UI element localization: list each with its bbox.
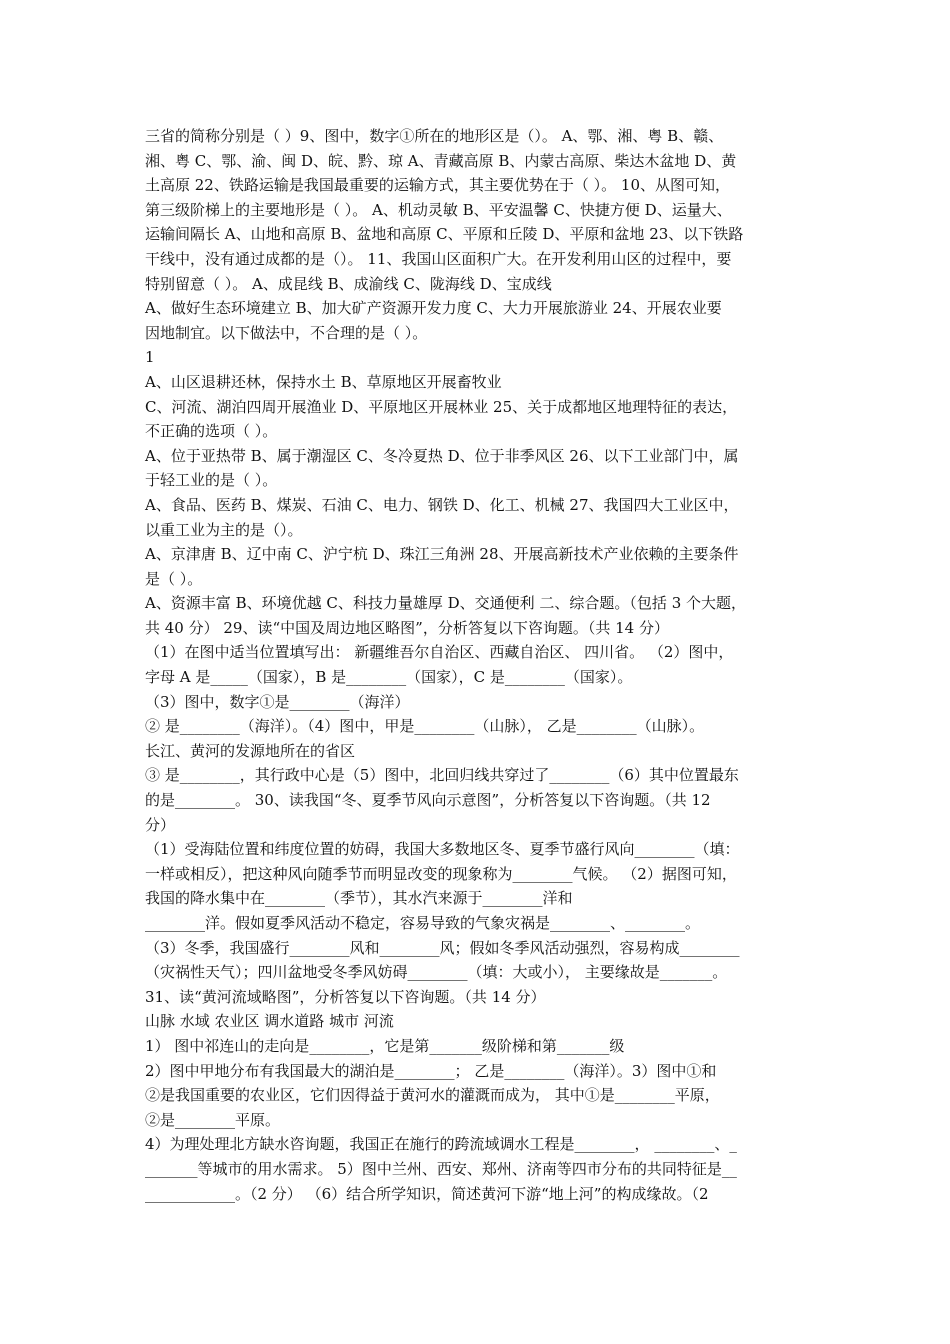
text-line: 山脉 水域 农业区 调水道路 城市 河流 [145,1012,394,1031]
text-line: 运输间隔长 A、山地和高原 B、盆地和高原 C、平原和丘陵 D、平原和盆地 23、以下铁路 [145,225,744,244]
text-line: 湘、粤 C、鄂、渝、闽 D、皖、黔、琼 A、青藏高原 B、内蒙古高原、柴达木盆地 D、黄 [145,151,737,170]
text-line: （3）冬季，我国盛行________风和________风；假如冬季风活动强烈，容易构成________ [145,938,740,957]
text-line: 31、读“黄河流域略图”，分析答复以下咨询题。（共 14 分） [145,987,546,1006]
text-line: A、做好生态环境建立 B、加大矿产资源开发力度 C、大力开展旅游业 24、开展农业要 [145,299,722,318]
text-line: （3）图中，数字①是________（海洋） [145,692,410,711]
text-line: 特别留意（ ）。 A、成昆线 B、成渝线 C、陇海线 D、宝成线 [145,274,552,293]
text-line: 土高原 22、铁路运输是我国最重要的运输方式，其主要优势在于（ ）。 10、从图可知， [145,176,730,195]
text-line: 第三级阶梯上的主要地形是（ ）。 A、机动灵敏 B、平安温馨 C、快捷方便 D、运量大、 [145,200,732,219]
text-line: ____________。（2 分） （6）结合所学知识，简述黄河下游“地上河”的构成缘故。（2 [145,1184,709,1203]
text-line: ②是________平原。 [145,1110,281,1129]
text-line: 我国的降水集中在________（季节），其水汽来源于________洋和 [145,889,573,908]
text-line: 字母 A 是_____（国家），B 是________（国家），C 是________（国家）。 [145,668,633,687]
text-line: A、资源丰富 B、环境优越 C、科技力量雄厚 D、交通便利 二、综合题。（包括 3 个大题， [145,594,747,613]
text-line: A、京津唐 B、辽中南 C、沪宁杭 D、珠江三角洲 28、开展高新技术产业依赖的主要条件 [145,545,739,564]
text-line: ② 是________（海洋）。（4）图中，甲是________（山脉）， 乙是________（山脉）。 [145,717,705,736]
text-line: 以重工业为主的是（）。 [145,520,303,539]
text-line: ③ 是________，其行政中心是（5）图中，北回归线共穿过了________（6）其中位置最东 [145,766,739,785]
text-line: 因地制宜。以下做法中，不合理的是（ ）。 [145,323,428,342]
text-line: ②是我国重要的农业区，它们因得益于黄河水的灌溉而成为， 其中①是________平原， [145,1086,720,1105]
text-line: 共 40 分） 29、读“中国及周边地区略图”，分析答复以下咨询题。（共 14 分） [145,618,669,637]
text-line: （1）在图中适当位置填写出： 新疆维吾尔自治区、西藏自治区、 四川省。 （2）图中， [145,643,734,662]
text-line: 一样或相反），把这种风向随季节而明显改变的现象称为________气候。 （2）据图可知， [145,864,737,883]
page-number: 1 [145,348,155,367]
text-line: C、河流、湖泊四周开展渔业 D、平原地区开展林业 25、关于成都地区地理特征的表达， [145,397,738,416]
text-line: 长江、黄河的发源地所在的省区 [145,741,356,760]
text-line: 是（ ）。 [145,569,203,588]
text-line: 不正确的选项（ ）。 [145,422,278,441]
text-line: 分） [145,815,176,834]
text-line: 干线中，没有通过成都的是（）。 11、我国山区面积广大。在开发利用山区的过程中，要 [145,249,732,268]
text-line: 1） 图中祁连山的走向是________，它是第_______级阶梯和第_______级 [145,1036,625,1055]
text-line: 三省的简称分别是（ ）9、图中，数字①所在的地形区是（）。 A、鄂、湘、粤 B、赣、 [145,127,724,145]
text-line: A、位于亚热带 B、属于潮湿区 C、冬冷夏热 D、位于非季风区 26、以下工业部门中，属 [145,446,739,465]
document-body [145,124,815,1206]
text-line: A、食品、医药 B、煤炭、石油 C、电力、钢铁 D、化工、机械 27、我国四大工业区中， [145,495,739,514]
text-line: 2）图中甲地分布有我国最大的湖泊是________； 乙是________（海洋）。3）图中①和 [145,1061,717,1080]
text-line: ________洋。假如夏季风活动不稳定，容易导致的气象灾祸是________、________。 [145,914,701,932]
text-line: （1）受海陆位置和纬度位置的妨碍，我国大多数地区冬、夏季节盛行风向________（填： [145,840,740,859]
text-line: A、山区退耕还林，保持水土 B、草原地区开展畜牧业 [145,372,502,391]
text-line: _______等城市的用水需求。 5）图中兰州、西安、郑州、济南等四市分布的共同特征是__ [145,1159,737,1178]
text-line: 于轻工业的是（ ）。 [145,471,278,490]
text-line: 的是________。 30、读我国“冬、夏季节风向示意图”，分析答复以下咨询题。（共 12 [145,791,711,810]
text-line: 4）为理处理北方缺水咨询题，我国正在施行的跨流域调水工程是________， ________、_ [145,1135,737,1154]
text-line: （灾祸性天气）；四川盆地受冬季风妨碍________（填：大或小）， 主要缘故是_______。 [145,963,728,982]
